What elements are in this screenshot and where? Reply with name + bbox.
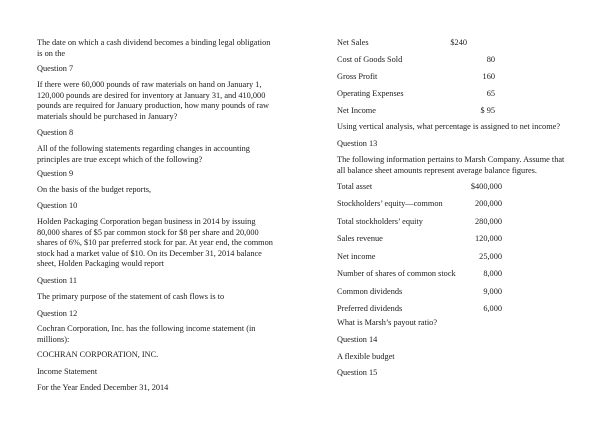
income-row-value: $ 95 bbox=[480, 106, 495, 115]
balance-row-value: 280,000 bbox=[475, 217, 502, 226]
balance-row bbox=[337, 252, 569, 263]
question-9-text: On the basis of the budget reports, bbox=[37, 185, 152, 194]
question-13-heading: Question 13 bbox=[337, 139, 378, 148]
question-12-heading: Question 12 bbox=[37, 309, 78, 318]
income-row-label: Net Sales bbox=[337, 38, 369, 47]
balance-row-label: Common dividends bbox=[337, 287, 403, 296]
question-14-text: A flexible budget bbox=[337, 352, 395, 361]
question-10-heading: Question 10 bbox=[37, 201, 78, 210]
balance-row bbox=[337, 182, 569, 193]
question-7-text: If there were 60,000 pounds of raw materials on hand on January 1, 120,000 pounds are desired for inventory at January 31, and 410,000 pounds are required for January production, how many pounds of raw materials should be purchased in January? bbox=[37, 80, 270, 121]
question-9-heading: Question 9 bbox=[37, 169, 74, 178]
question-12-prompt: Using vertical analysis, what percentage is assigned to net income? bbox=[337, 122, 561, 131]
income-row bbox=[337, 106, 569, 117]
balance-row-label: Net income bbox=[337, 252, 376, 261]
balance-row-value: $400,000 bbox=[470, 182, 502, 191]
balance-row-label: Preferred dividends bbox=[337, 304, 403, 313]
balance-row-label: Number of shares of common stock bbox=[337, 269, 456, 278]
question-7-heading: Question 7 bbox=[37, 64, 74, 73]
income-row-label: Gross Profit bbox=[337, 72, 378, 81]
balance-row-value: 200,000 bbox=[475, 199, 502, 208]
balance-row-value: 9,000 bbox=[483, 287, 502, 296]
balance-row-value: 6,000 bbox=[483, 304, 502, 313]
income-row-value: $240 bbox=[450, 38, 467, 47]
income-row-value: 80 bbox=[486, 55, 495, 64]
income-row bbox=[337, 38, 569, 49]
income-row bbox=[337, 72, 569, 83]
balance-row bbox=[337, 217, 569, 228]
balance-row bbox=[337, 199, 569, 210]
question-14-heading: Question 14 bbox=[337, 335, 378, 344]
question-8-text: All of the following statements regarding changes in accounting principles are true except which of the following? bbox=[37, 144, 250, 164]
question-12-text: Cochran Corporation, Inc. has the following income statement (in millions): bbox=[37, 324, 256, 344]
balance-row bbox=[337, 269, 569, 280]
income-row bbox=[337, 55, 569, 66]
question-15-heading: Question 15 bbox=[337, 368, 378, 377]
balance-row bbox=[337, 304, 569, 315]
question-8-heading: Question 8 bbox=[37, 128, 74, 137]
balance-row-value: 25,000 bbox=[479, 252, 502, 261]
question-10-text: Holden Packaging Corporation began business in 2014 by issuing 80,000 shares of $5 par common stock for $8 per share and 20,000 shares of 6%, $10 par preferred stock for par. At year end, the common stock had a market value of $10. On its December 31, 2014 balance sheet, Holden Packaging would report bbox=[37, 217, 273, 268]
question-11-text: The primary purpose of the statement of cash flows is to bbox=[37, 292, 225, 301]
question-11-heading: Question 11 bbox=[37, 276, 78, 285]
question-13-prompt: What is Marsh’s payout ratio? bbox=[337, 318, 437, 327]
statement-company-name: COCHRAN CORPORATION, INC. bbox=[37, 350, 159, 359]
balance-row-value: 8,000 bbox=[483, 269, 502, 278]
balance-row bbox=[337, 234, 569, 245]
question-13-text: The following information pertains to Marsh Company. Assume that all balance sheet amounts represent average balance figures. bbox=[337, 155, 565, 175]
statement-title: Income Statement bbox=[37, 367, 98, 376]
income-row bbox=[337, 89, 569, 100]
statement-period: For the Year Ended December 31, 2014 bbox=[37, 383, 169, 392]
income-row-value: 65 bbox=[486, 89, 495, 98]
balance-row-label: Total stockholders’ equity bbox=[337, 217, 423, 226]
balance-row-label: Sales revenue bbox=[337, 234, 383, 243]
balance-row-value: 120,000 bbox=[475, 234, 502, 243]
income-row-label: Operating Expenses bbox=[337, 89, 404, 98]
balance-row-label: Total asset bbox=[337, 182, 373, 191]
question-6-text: The date on which a cash dividend becomes a binding legal obligation is on the bbox=[37, 38, 271, 58]
balance-row bbox=[337, 287, 569, 298]
income-row-label: Cost of Goods Sold bbox=[337, 55, 403, 64]
income-row-value: 160 bbox=[482, 72, 495, 81]
balance-row-label: Stockholders’ equity—common bbox=[337, 199, 443, 208]
income-row-label: Net Income bbox=[337, 106, 376, 115]
